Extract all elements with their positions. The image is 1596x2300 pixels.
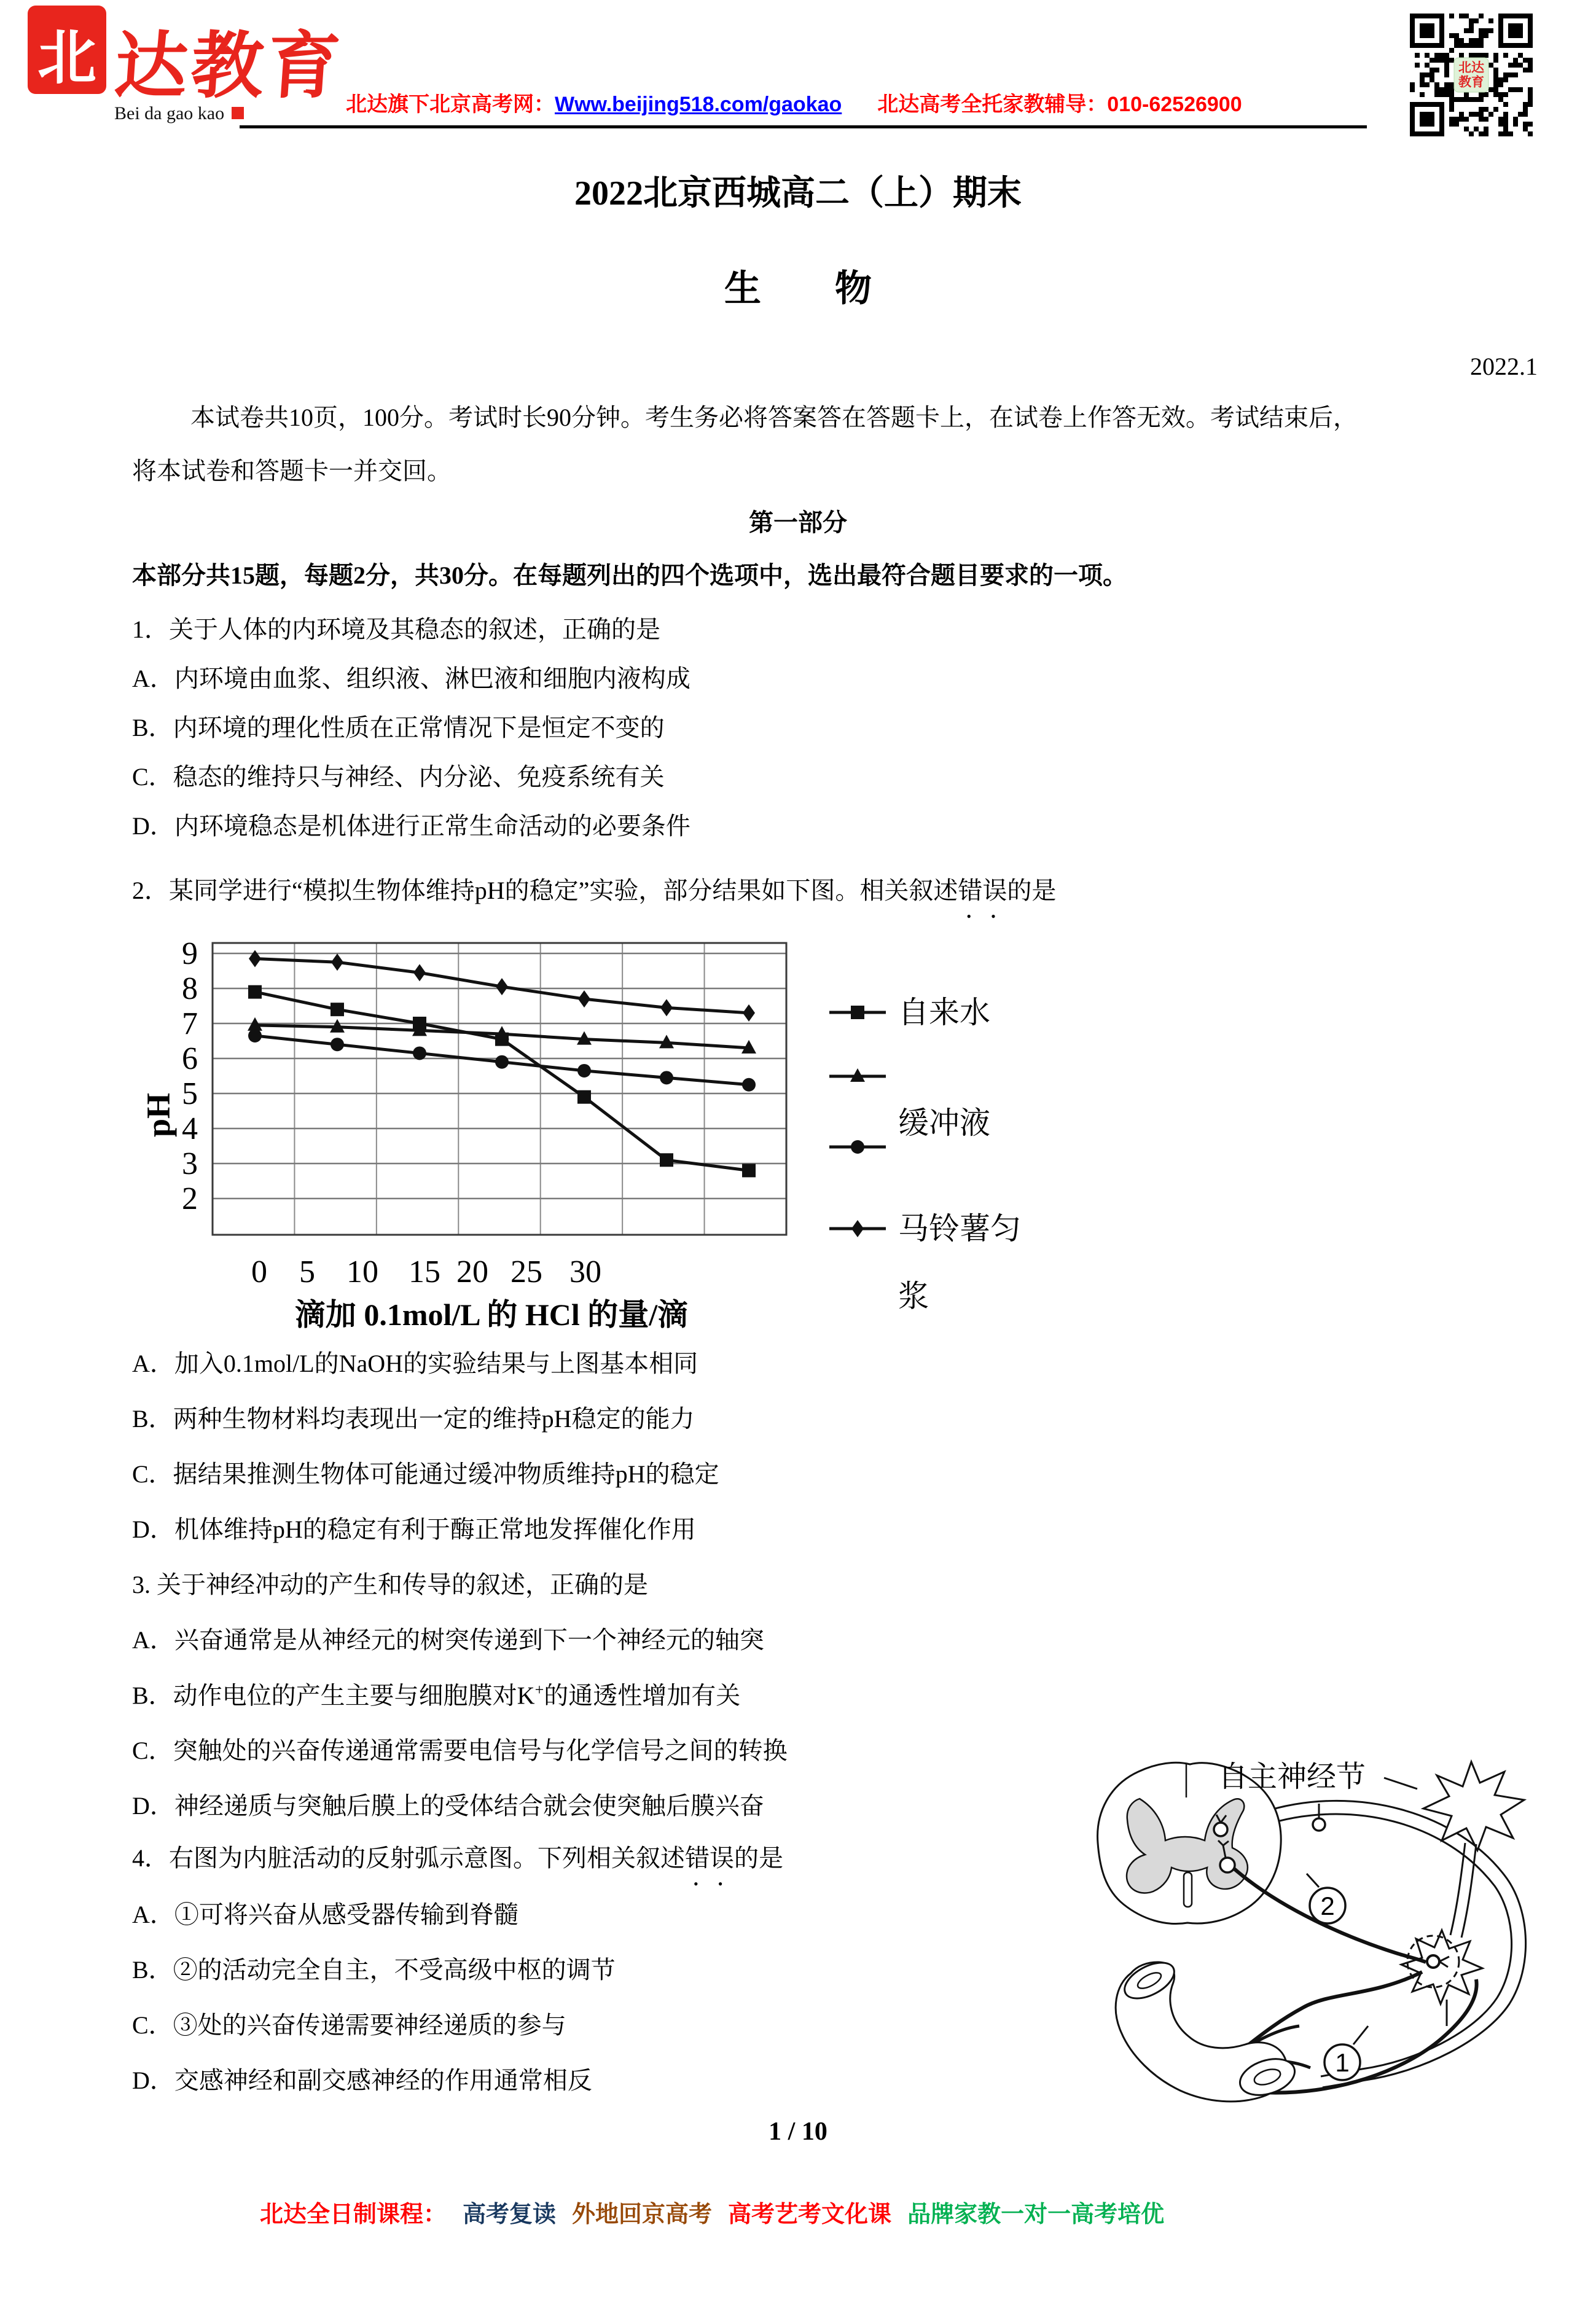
superscript-plus: + — [534, 1681, 544, 1699]
q4-option-a: A．①可将兴奋从感受器传输到脊髓 — [132, 1901, 518, 1928]
svg-text:8: 8 — [182, 971, 198, 1006]
svg-text:5: 5 — [299, 1254, 315, 1289]
subject-title: 生 物 — [724, 268, 872, 309]
q4-option-d: D．交感神经和副交感神经的作用通常相反 — [132, 2067, 592, 2094]
q3-option-a: A．兴奋通常是从神经元的树突传递到下一个神经元的轴突 — [132, 1626, 764, 1654]
footer-promo-segment-3: 高考艺考文化课 — [728, 2202, 892, 2228]
svg-text:2: 2 — [182, 1181, 198, 1216]
svg-text:自来水: 自来水 — [898, 995, 990, 1030]
q3-option-d: D．神经递质与突触后膜上的受体结合就会使突触后膜兴奋 — [132, 1792, 764, 1820]
q1-option-a: A．内环境由血浆、组织液、淋巴液和细胞内液构成 — [132, 665, 690, 692]
part1-description: 本部分共15题，每题2分，共30分。在每题列出的四个选项中，选出最符合题目要求的一项。 — [132, 561, 1127, 589]
q4-emphasized-word: 错误 •• — [685, 1843, 734, 1874]
q2-option-a: A．加入0.1mol/L的NaOH的实验结果与上图基本相同 — [132, 1350, 698, 1377]
svg-text:20: 20 — [456, 1254, 488, 1289]
footer-promo-segment-4: 品牌家教一对一高考培优 — [907, 2202, 1165, 2228]
footer-promo-segment-1: 高考复读 — [463, 2202, 557, 2228]
q2-option-b: B．两种生物材料均表现出一定的维持pH稳定的能力 — [132, 1405, 695, 1433]
q2-option-c: C．据结果推测生物体可能通过缓冲物质维持pH的稳定 — [132, 1460, 719, 1488]
header-divider — [240, 125, 1367, 128]
header-site-link[interactable]: Www.beijing518.com/gaokao — [555, 93, 842, 116]
svg-text:pH: pH — [140, 1092, 177, 1138]
svg-text:9: 9 — [182, 936, 198, 971]
svg-text:15: 15 — [409, 1254, 440, 1289]
logo-seal-icon — [29, 7, 104, 92]
qr-code — [1410, 14, 1533, 136]
middle-ganglion-shape — [1401, 1930, 1482, 2004]
svg-text:7: 7 — [182, 1006, 198, 1041]
part1-title: 第一部分 — [749, 509, 847, 536]
svg-text:3: 3 — [182, 1146, 198, 1181]
q2-stem: 2．某同学进行“模拟生物体维持pH的稳定”实验，部分结果如下图。相关叙述错误 ••的是 — [132, 875, 1056, 906]
q1-option-d: D．内环境稳态是机体进行正常生命活动的必要条件 — [132, 812, 690, 840]
q4-stem: 4．右图为内脏活动的反射弧示意图。下列相关叙述错误 ••的是 — [132, 1843, 783, 1874]
autonomic-ganglion-label: 自主神经节 — [1218, 1761, 1366, 1793]
header-contact-line — [346, 92, 1242, 117]
top-ganglion-shape — [1423, 1762, 1524, 1850]
q1-option-b: B．内环境的理化性质在正常情况下是恒定不变的 — [132, 714, 665, 741]
logo-romanization: Bei da gao kao — [114, 103, 344, 124]
reflex-arc-diagram — [1078, 1751, 1576, 2107]
page-number: 1 / 10 — [769, 2118, 827, 2146]
svg-text:10: 10 — [346, 1254, 378, 1289]
header-site-prefix: 北达旗下北京高考网： — [346, 93, 555, 116]
q4-option-b: B．②的活动完全自主，不受高级中枢的调节 — [132, 1956, 616, 1984]
q2-option-d: D．机体维持pH的稳定有利于酶正常地发挥催化作用 — [132, 1516, 696, 1543]
svg-text:4: 4 — [182, 1111, 198, 1146]
intro-line-1: 本试卷共10页，100分。考试时长90分钟。考生务必将答案答在答题卡上，在试卷上作答无效。考试结束后， — [190, 404, 1358, 431]
q1-stem: 1．关于人体的内环境及其稳态的叙述，正确的是 — [132, 616, 660, 643]
logo-seal-char: 北 — [37, 25, 96, 91]
q3-option-c: C．突触处的兴奋传递通常需要电信号与化学信号之间的转换 — [132, 1737, 788, 1764]
logo — [29, 7, 344, 124]
q3-option-b: B．动作电位的产生主要与细胞膜对K+的通透性增加有关 — [132, 1681, 741, 1710]
svg-text:30: 30 — [569, 1254, 601, 1289]
q4-option-c: C．③处的兴奋传递需要神经递质的参与 — [132, 2011, 566, 2039]
exam-date: 2022.1 — [1470, 353, 1538, 380]
exam-title: 2022北京西城高二（上）期末 — [574, 174, 1022, 213]
footer-promo-segment-2: 外地回京高考 — [572, 2202, 713, 2228]
q1-option-c: C．稳态的维持只与神经、内分泌、免疫系统有关 — [132, 763, 665, 791]
intro-line-2: 将本试卷和答题卡一并交回。 — [132, 457, 452, 485]
q2-emphasized-word: 错误 •• — [958, 875, 1007, 906]
svg-text:浆: 浆 — [898, 1279, 929, 1313]
header-phone: 北达高考全托家教辅导：010-62526900 — [877, 93, 1242, 116]
svg-text:缓冲液: 缓冲液 — [898, 1106, 990, 1140]
svg-text:5: 5 — [182, 1076, 198, 1111]
svg-text:马铃薯匀: 马铃薯匀 — [898, 1211, 1021, 1246]
svg-text:教育: 教育 — [1458, 74, 1484, 90]
label-1-number: 1 — [1335, 2048, 1350, 2077]
svg-text:北达: 北达 — [1458, 60, 1484, 76]
ph-chart — [123, 931, 1057, 1342]
footer-promo — [260, 2201, 1180, 2229]
svg-text:0: 0 — [251, 1254, 267, 1289]
footer-promo-segment-0: 北达全日制课程： — [260, 2202, 447, 2228]
svg-text:滴加 0.1mol/L 的 HCl 的量/滴: 滴加 0.1mol/L 的 HCl 的量/滴 — [294, 1297, 689, 1332]
svg-text:6: 6 — [182, 1041, 198, 1076]
logo-brand-text: 达教育 — [112, 26, 346, 107]
q3-stem: 3. 关于神经冲动的产生和传导的叙述，正确的是 — [132, 1571, 648, 1598]
svg-text:25: 25 — [510, 1254, 542, 1289]
label-2-number: 2 — [1320, 1891, 1335, 1920]
